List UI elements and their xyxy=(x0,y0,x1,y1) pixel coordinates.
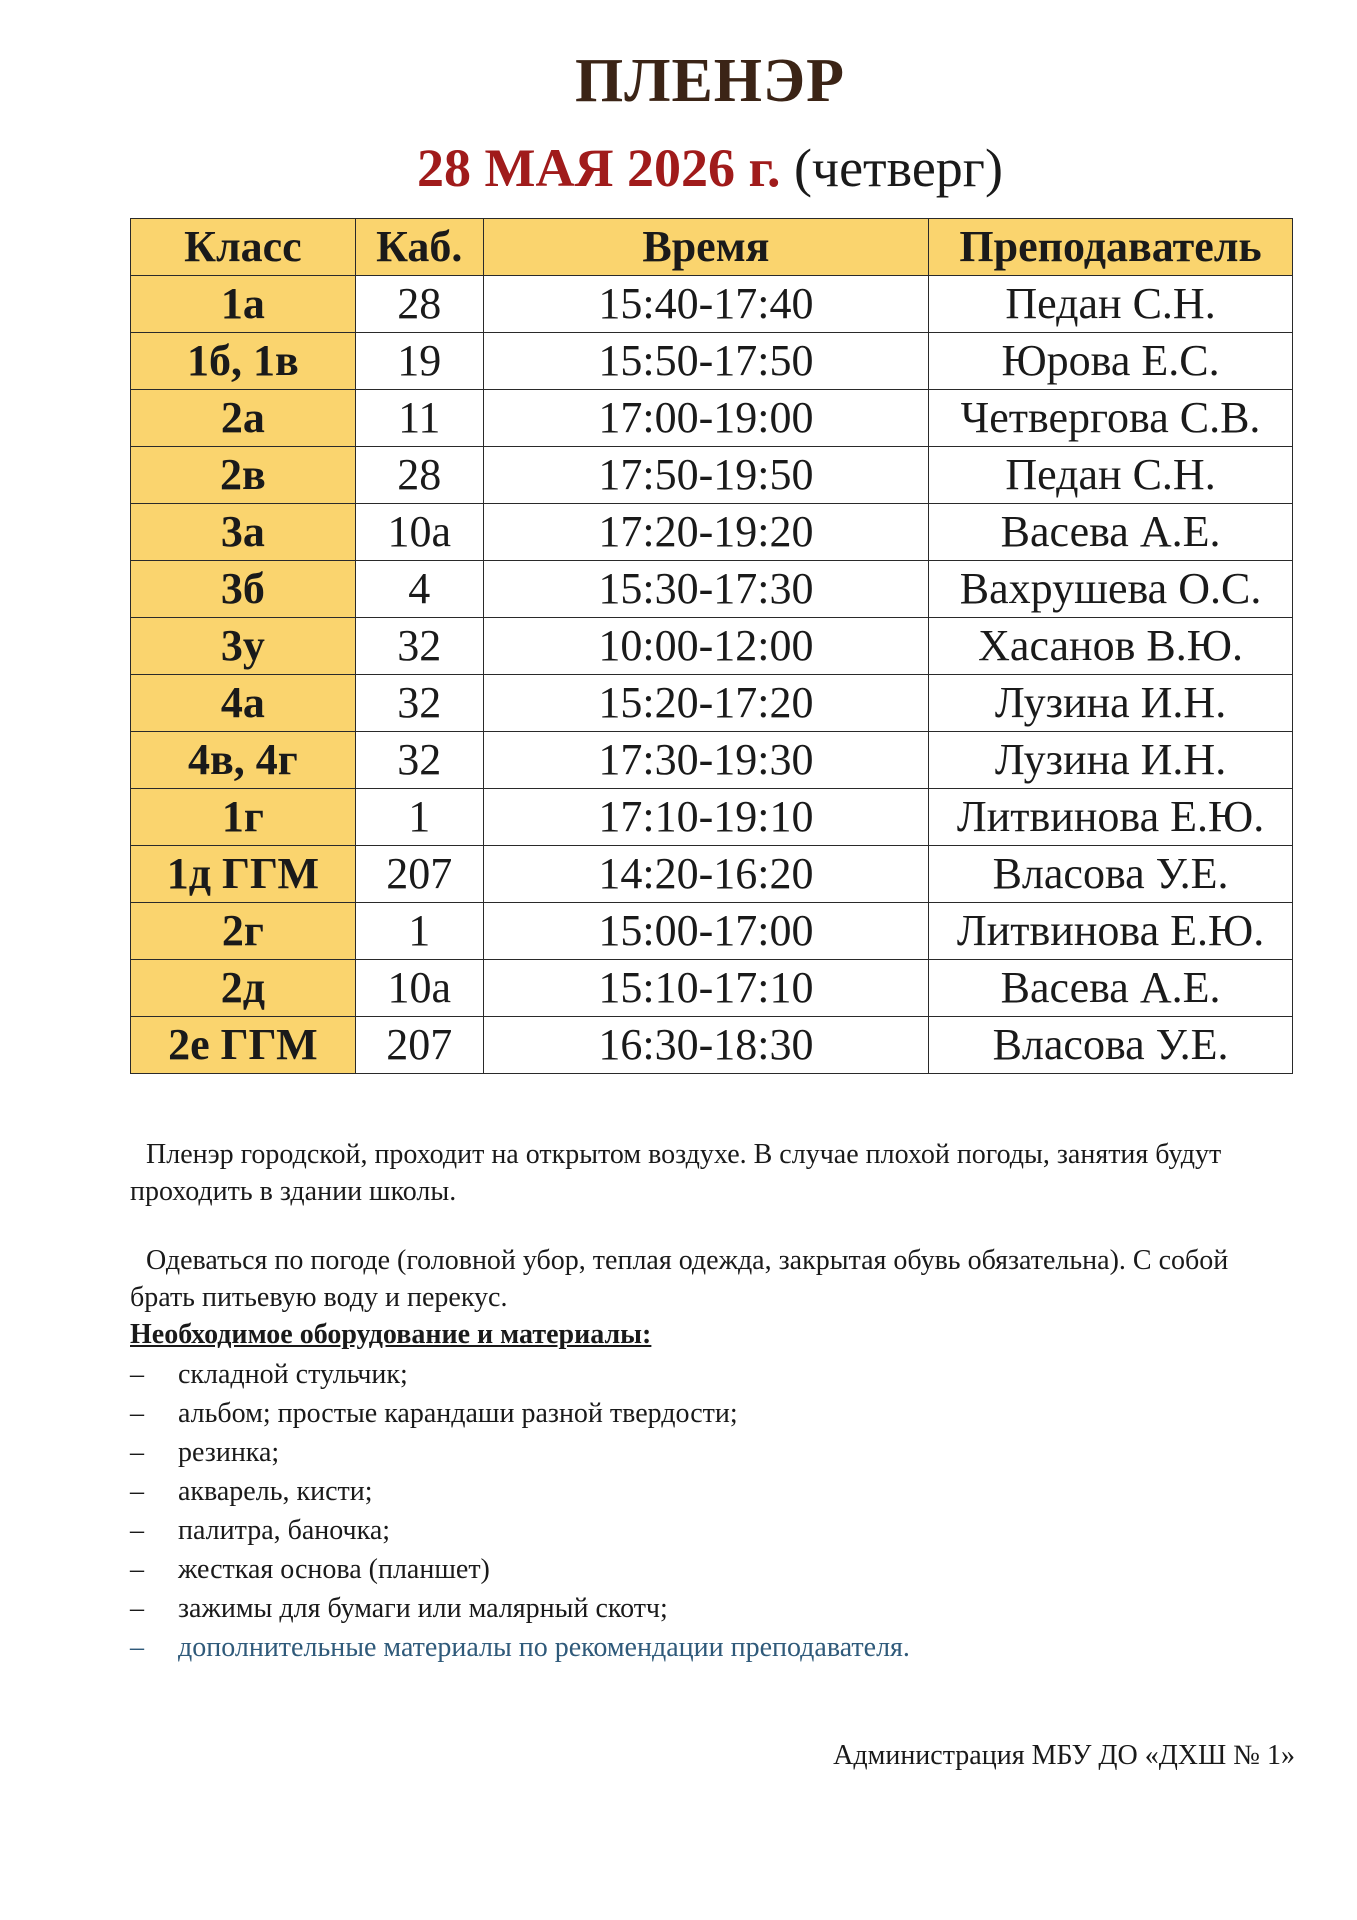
cell-time: 15:30-17:30 xyxy=(483,561,928,618)
cell-teacher: Власова У.Е. xyxy=(929,846,1293,903)
table-row xyxy=(131,561,1293,618)
cell-teacher: Васева А.Е. xyxy=(929,960,1293,1017)
cell-room: 4 xyxy=(355,561,483,618)
cell-class: 2е ГГМ xyxy=(131,1017,356,1074)
list-item xyxy=(130,1550,1295,1589)
list-item xyxy=(130,1628,1295,1667)
cell-class: 1а xyxy=(131,276,356,333)
cell-time: 17:20-19:20 xyxy=(483,504,928,561)
cell-room: 32 xyxy=(355,732,483,789)
cell-room: 1 xyxy=(355,903,483,960)
cell-time: 17:50-19:50 xyxy=(483,447,928,504)
cell-time: 15:20-17:20 xyxy=(483,675,928,732)
cell-room: 207 xyxy=(355,846,483,903)
cell-teacher: Вахрушева О.С. xyxy=(929,561,1293,618)
cell-time: 15:50-17:50 xyxy=(483,333,928,390)
notes-section xyxy=(130,1136,1295,1667)
column-header-time: Время xyxy=(483,219,928,276)
table-row xyxy=(131,1017,1293,1074)
cell-class: 1б, 1в xyxy=(131,333,356,390)
cell-room: 10а xyxy=(355,960,483,1017)
cell-time: 14:20-16:20 xyxy=(483,846,928,903)
list-item-text: палитра, баночка; xyxy=(178,1515,391,1546)
cell-class: 1г xyxy=(131,789,356,846)
list-bullet: – xyxy=(130,1632,144,1663)
list-item-text: акварель, кисти; xyxy=(178,1476,373,1507)
cell-class: 4в, 4г xyxy=(131,732,356,789)
list-item-text: резинка; xyxy=(178,1437,280,1468)
cell-teacher: Лузина И.Н. xyxy=(929,732,1293,789)
page-title: ПЛЕНЭР xyxy=(575,47,845,115)
cell-room: 32 xyxy=(355,675,483,732)
schedule-body xyxy=(131,276,1293,1074)
cell-teacher: Педан С.Н. xyxy=(929,276,1293,333)
cell-class: 2г xyxy=(131,903,356,960)
list-item xyxy=(130,1511,1295,1550)
cell-time: 15:00-17:00 xyxy=(483,903,928,960)
cell-teacher: Васева А.Е. xyxy=(929,504,1293,561)
note-paragraph-clothing: Одеваться по погоде (головной убор, теплая одежда, закрытая обувь обязательна). С собой брать питьевую воду и перекус. xyxy=(130,1245,1229,1313)
table-row xyxy=(131,390,1293,447)
list-item xyxy=(130,1394,1295,1433)
note-paragraph-weather: Пленэр городской, проходит на открытом воздухе. В случае плохой погоды, занятия будут проходить в здании школы. xyxy=(130,1139,1222,1207)
table-row xyxy=(131,504,1293,561)
table-row xyxy=(131,789,1293,846)
list-bullet: – xyxy=(130,1554,144,1585)
column-header-teacher: Преподаватель xyxy=(929,219,1293,276)
cell-class: 2в xyxy=(131,447,356,504)
list-bullet: – xyxy=(130,1593,144,1624)
cell-teacher: Хасанов В.Ю. xyxy=(929,618,1293,675)
list-bullet: – xyxy=(130,1437,144,1468)
cell-room: 32 xyxy=(355,618,483,675)
event-date: 28 МАЯ 2026 г. xyxy=(417,138,781,198)
cell-time: 10:00-12:00 xyxy=(483,618,928,675)
list-item xyxy=(130,1472,1295,1511)
column-header-room: Каб. xyxy=(355,219,483,276)
cell-room: 19 xyxy=(355,333,483,390)
materials-list xyxy=(130,1355,1295,1667)
column-header-class: Класс xyxy=(131,219,356,276)
table-row xyxy=(131,618,1293,675)
cell-teacher: Литвинова Е.Ю. xyxy=(929,789,1293,846)
cell-teacher: Педан С.Н. xyxy=(929,447,1293,504)
list-bullet: – xyxy=(130,1398,144,1429)
cell-room: 28 xyxy=(355,447,483,504)
cell-room: 10а xyxy=(355,504,483,561)
list-item-text: альбом; простые карандаши разной твердости; xyxy=(178,1398,738,1429)
table-row xyxy=(131,903,1293,960)
spacer xyxy=(130,1210,1295,1242)
date-line xyxy=(0,137,1357,199)
table-row xyxy=(131,675,1293,732)
list-item xyxy=(130,1589,1295,1628)
footer-signature: Администрация МБУ ДО «ДХШ № 1» xyxy=(833,1740,1295,1771)
table-row xyxy=(131,447,1293,504)
cell-class: 4а xyxy=(131,675,356,732)
cell-room: 1 xyxy=(355,789,483,846)
cell-teacher: Юрова Е.С. xyxy=(929,333,1293,390)
cell-time: 17:10-19:10 xyxy=(483,789,928,846)
cell-room: 11 xyxy=(355,390,483,447)
cell-time: 16:30-18:30 xyxy=(483,1017,928,1074)
event-weekday: (четверг) xyxy=(793,138,1003,198)
cell-teacher: Лузина И.Н. xyxy=(929,675,1293,732)
list-item xyxy=(130,1433,1295,1472)
table-row xyxy=(131,846,1293,903)
cell-time: 15:10-17:10 xyxy=(483,960,928,1017)
cell-teacher: Власова У.Е. xyxy=(929,1017,1293,1074)
list-bullet: – xyxy=(130,1515,144,1546)
table-row xyxy=(131,732,1293,789)
cell-time: 15:40-17:40 xyxy=(483,276,928,333)
materials-heading: Необходимое оборудование и материалы: xyxy=(130,1319,652,1350)
list-bullet: – xyxy=(130,1359,144,1390)
list-item-text: зажимы для бумаги или малярный скотч; xyxy=(178,1593,668,1624)
cell-time: 17:30-19:30 xyxy=(483,732,928,789)
cell-time: 17:00-19:00 xyxy=(483,390,928,447)
cell-class: 1д ГГМ xyxy=(131,846,356,903)
cell-class: 3у xyxy=(131,618,356,675)
list-bullet: – xyxy=(130,1476,144,1507)
cell-class: 3б xyxy=(131,561,356,618)
table-header-row xyxy=(131,219,1293,276)
cell-class: 2а xyxy=(131,390,356,447)
list-item xyxy=(130,1355,1295,1394)
list-item-text: складной стульчик; xyxy=(178,1359,408,1390)
list-item-text: дополнительные материалы по рекомендации преподавателя. xyxy=(178,1632,910,1663)
cell-class: 2д xyxy=(131,960,356,1017)
cell-teacher: Четвергова С.В. xyxy=(929,390,1293,447)
table-row xyxy=(131,960,1293,1017)
cell-room: 28 xyxy=(355,276,483,333)
cell-room: 207 xyxy=(355,1017,483,1074)
cell-class: 3а xyxy=(131,504,356,561)
table-row xyxy=(131,276,1293,333)
table-row xyxy=(131,333,1293,390)
cell-teacher: Литвинова Е.Ю. xyxy=(929,903,1293,960)
schedule-table xyxy=(130,218,1293,1074)
list-item-text: жесткая основа (планшет) xyxy=(178,1554,490,1585)
